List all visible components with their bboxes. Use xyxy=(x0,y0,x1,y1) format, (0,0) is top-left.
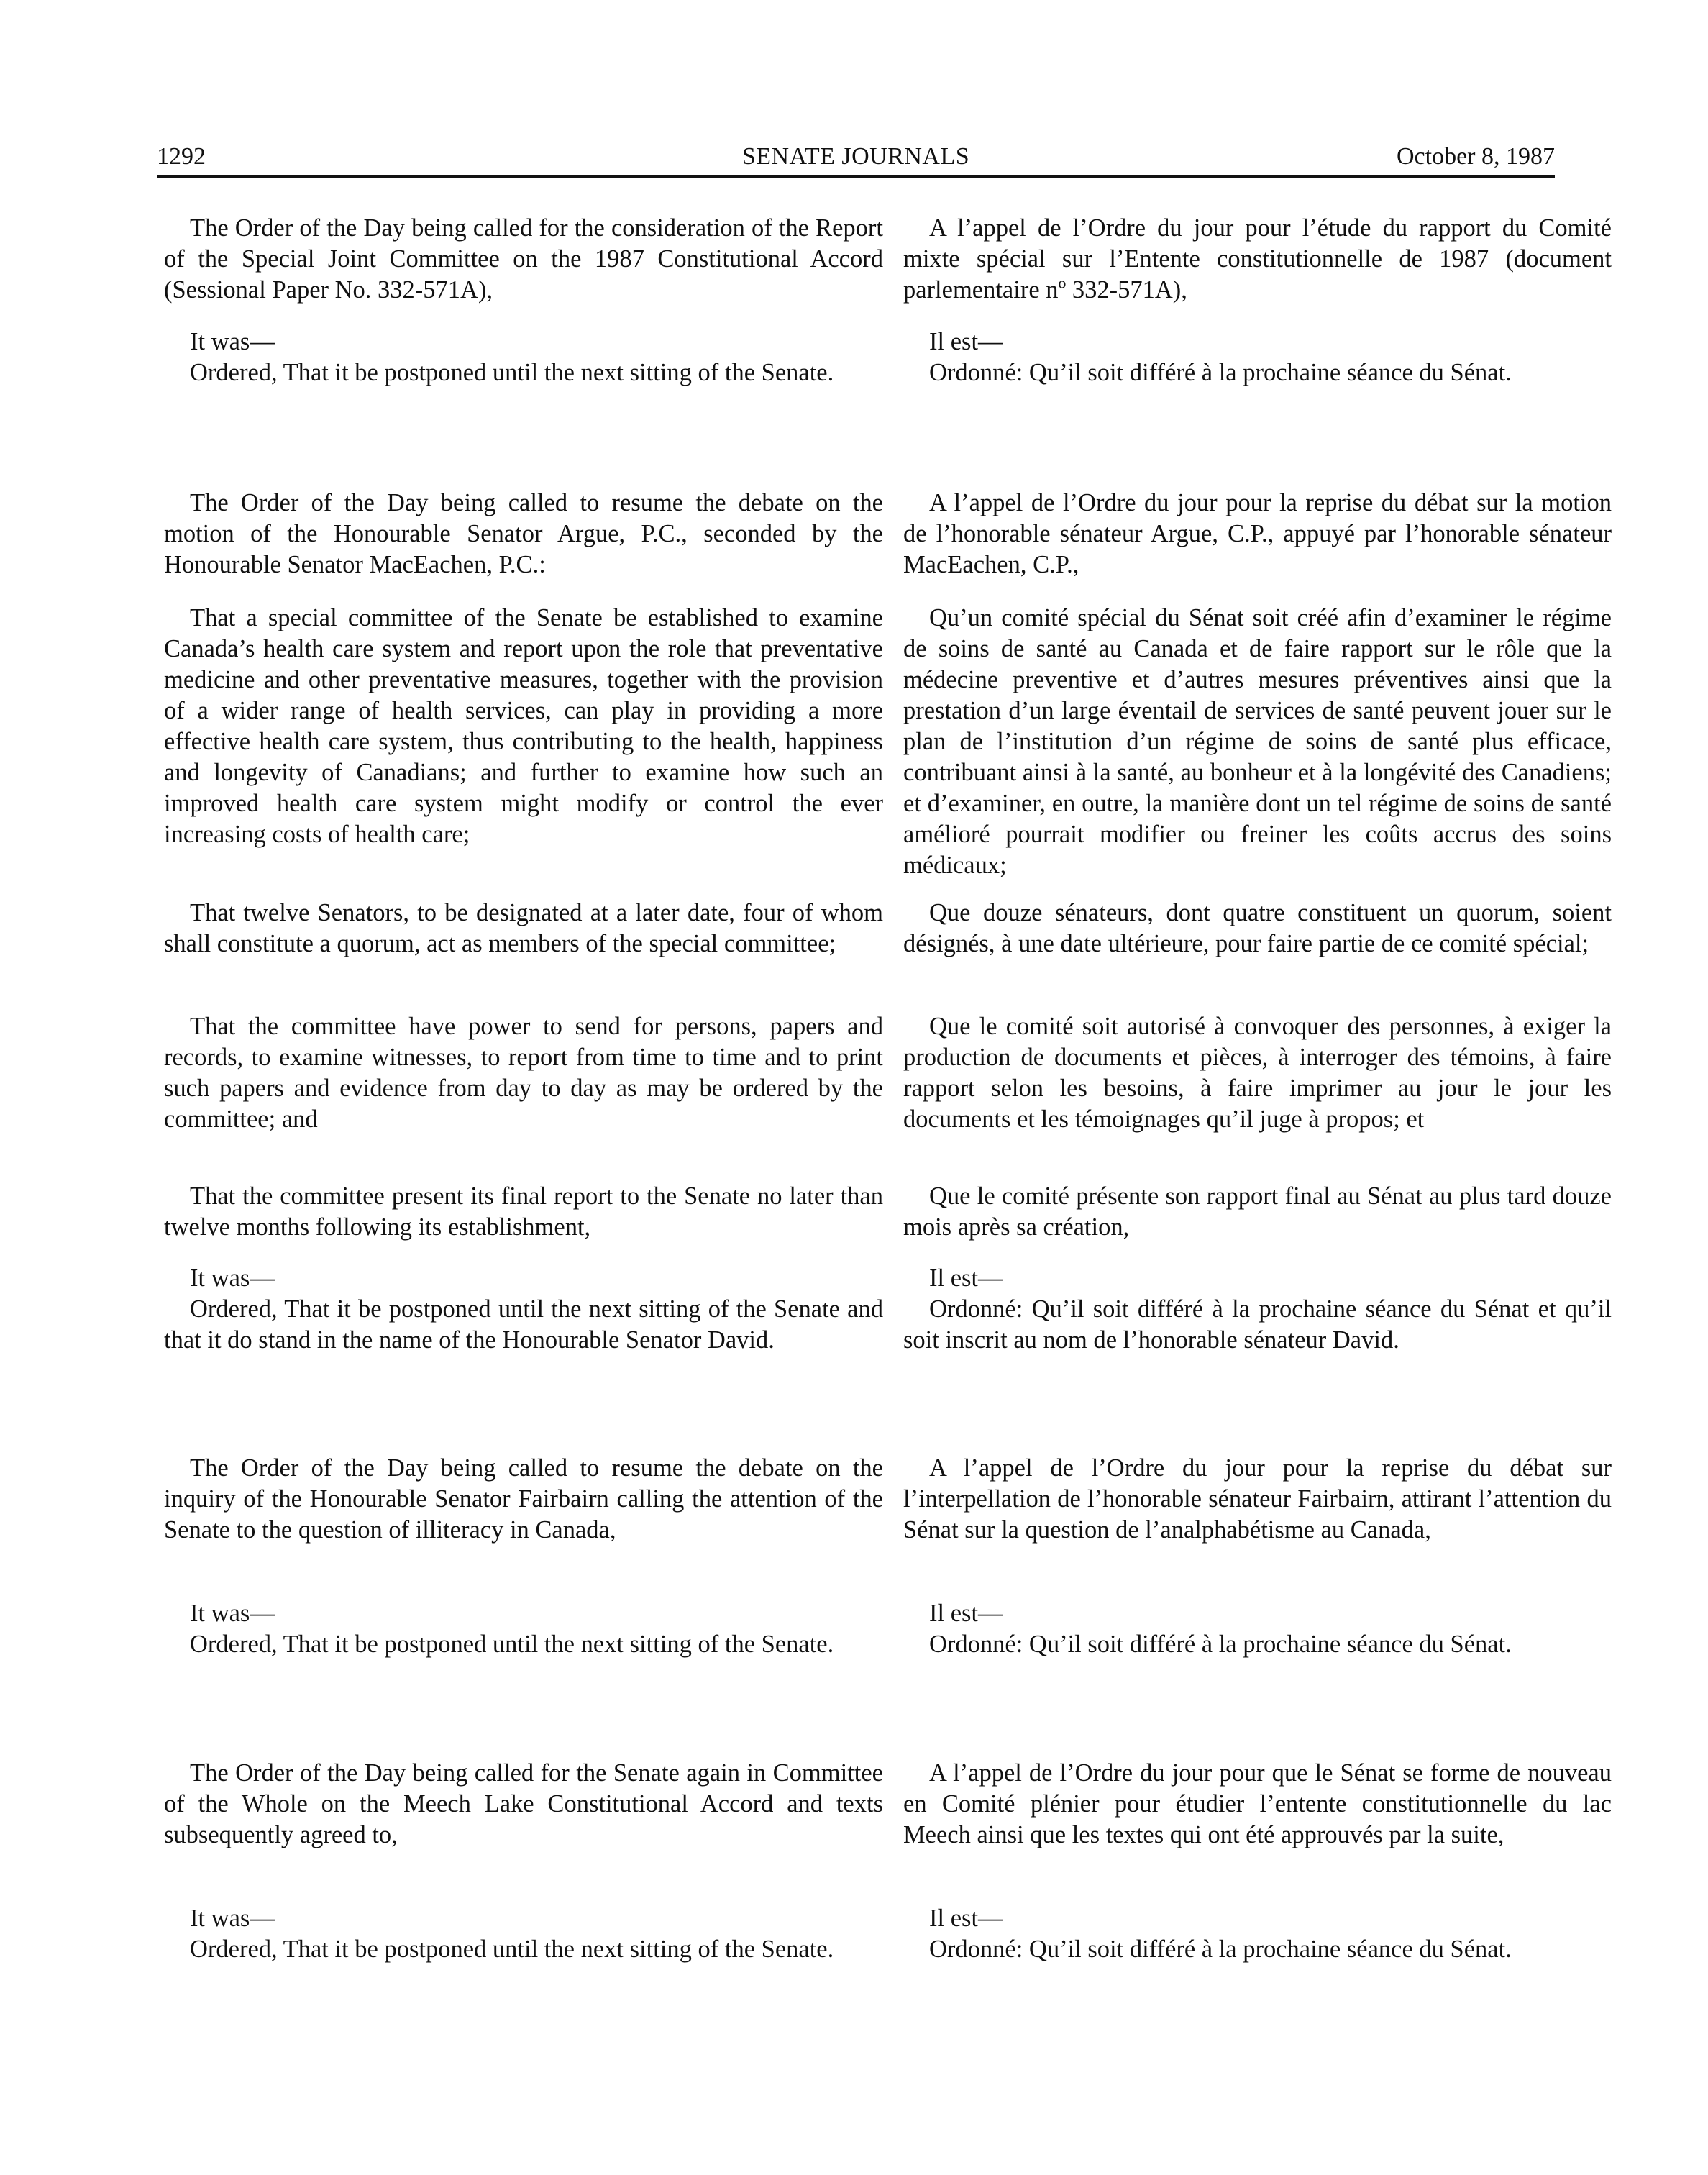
fr-item-1-intro: A l’appel de l’Ordre du jour pour l’étude du rapport du Comité mixte spécial sur l’Entente constitutionnelle de 1987 (document parlementaire nº 332-571A), xyxy=(903,214,1612,304)
fr-item-3 xyxy=(903,1453,1612,1546)
en-item-4-decision xyxy=(164,1903,883,1965)
en-item-2-para-3 xyxy=(164,1011,883,1135)
en-item-2-decision xyxy=(164,1263,883,1356)
en-item-1-intro: The Order of the Day being called for the consideration of the Report of the Special Joint Committee on the 1987 Constitutional Accord (Sessional Paper No. 332-571A), xyxy=(164,214,883,304)
fr-item-4-il-est: Il est— xyxy=(929,1905,1003,1932)
fr-item-1-ordonne: Ordonné: Qu’il soit différé à la prochaine séance du Sénat. xyxy=(929,359,1512,386)
fr-item-2-para-1-text: Qu’un comité spécial du Sénat soit créé afin d’examiner le régime de soins de santé au Canada et de faire rapport sur le rôle que la médecine preventive et d’autres mesures préventives ainsi que la prestation d’un large éventail de services de santé peuvent jouer sur le plan de l’institution d’un régime de soins de santé plus efficace, contribuant ainsi à la santé, au bonheur et à la longévité des Canadiens; et d’examiner, en outre, la manière dont un tel régime de soins de santé amélioré pourrait modifier ou freiner les coûts accrus des soins médicaux; xyxy=(903,604,1612,879)
page-number: 1292 xyxy=(157,143,206,170)
en-item-3-decision xyxy=(164,1598,883,1660)
journal-title: SENATE JOURNALS xyxy=(741,143,970,170)
fr-item-2-para-4-text: Que le comité présente son rapport final au Sénat au plus tard douze mois après sa création, xyxy=(903,1182,1612,1241)
fr-item-1-il-est: Il est— xyxy=(929,328,1003,355)
fr-item-2-para-2-text: Que douze sénateurs, dont quatre constituent un quorum, soient désignés, à une date ultérieure, pour faire partie de ce comité spécial; xyxy=(903,899,1612,957)
en-item-2-para-2-text: That twelve Senators, to be designated at a later date, four of whom shall constitute a quorum, act as members of the special committee; xyxy=(164,899,883,957)
en-item-3 xyxy=(164,1453,883,1546)
en-item-4 xyxy=(164,1758,883,1851)
en-item-2-para-3-text: That the committee have power to send for persons, papers and records, to examine witnesses, to report from time to time and to print such papers and evidence from day to day as may be ordered by the committee; and xyxy=(164,1013,883,1133)
fr-item-2-ordonne: Ordonné: Qu’il soit différé à la prochaine séance du Sénat et qu’il soit inscrit au nom de l’honorable sénateur David. xyxy=(903,1295,1612,1354)
en-item-3-ordered: Ordered, That it be postponed until the next sitting of the Senate. xyxy=(190,1631,834,1658)
fr-item-2-intro: A l’appel de l’Ordre du jour pour la reprise du débat sur la motion de l’honorable sénateur Argue, C.P., appuyé par l’honorable sénateur MacEachen, C.P., xyxy=(903,489,1612,578)
en-item-2 xyxy=(164,488,883,580)
fr-item-4 xyxy=(903,1758,1612,1851)
en-item-3-intro: The Order of the Day being called to resume the debate on the inquiry of the Honourable Senator Fairbairn calling the attention of the Senate to the question of illiteracy in Canada, xyxy=(164,1454,883,1544)
en-item-2-para-2 xyxy=(164,898,883,959)
fr-item-4-intro: A l’appel de l’Ordre du jour pour que le Sénat se forme de nouveau en Comité plénier pour étudier l’entente constitutionnelle du lac Meech ainsi que les textes qui ont été approuvés par la suite, xyxy=(903,1759,1612,1848)
fr-item-3-decision xyxy=(903,1598,1612,1660)
en-item-4-it-was: It was— xyxy=(190,1905,275,1932)
en-item-4-intro: The Order of the Day being called for the Senate again in Committee of the Whole on the Meech Lake Constitutional Accord and texts subsequently agreed to, xyxy=(164,1759,883,1848)
en-item-2-para-1-text: That a special committee of the Senate be established to examine Canada’s health care system and report upon the role that preventative medicine and other preventative measures, together with the provision of a wider range of health services, can play in providing a more effective health care system, thus contributing to the health, happiness and longevity of Canadians; and further to examine how such an improved health care system might modify or control the ever increasing costs of health care; xyxy=(164,604,883,848)
fr-item-2-para-2 xyxy=(903,898,1612,959)
fr-item-1-decision xyxy=(903,327,1612,388)
en-item-2-intro: The Order of the Day being called to resume the debate on the motion of the Honourable Senator Argue, P.C., seconded by the Honourable Senator MacEachen, P.C.: xyxy=(164,489,883,578)
fr-item-4-decision xyxy=(903,1903,1612,1965)
fr-item-2-decision xyxy=(903,1263,1612,1356)
fr-item-4-ordonne: Ordonné: Qu’il soit différé à la prochaine séance du Sénat. xyxy=(929,1935,1512,1963)
en-item-1-ordered: Ordered, That it be postponed until the next sitting of the Senate. xyxy=(190,359,834,386)
fr-item-3-ordonne: Ordonné: Qu’il soit différé à la prochaine séance du Sénat. xyxy=(929,1631,1512,1658)
fr-item-2-para-3-text: Que le comité soit autorisé à convoquer des personnes, à exiger la production de documents et pièces, à interroger des témoins, à faire rapport selon les besoins, à faire imprimer au jour le jour les documents et les témoignages qu’il juge à propos; et xyxy=(903,1013,1612,1133)
fr-item-2-para-1 xyxy=(903,603,1612,881)
en-item-2-it-was: It was— xyxy=(190,1264,275,1292)
fr-item-2-para-3 xyxy=(903,1011,1612,1135)
en-item-1-decision xyxy=(164,327,883,388)
en-item-1 xyxy=(164,213,883,306)
page-header xyxy=(157,142,1555,171)
fr-item-1 xyxy=(903,213,1612,306)
en-item-2-para-1 xyxy=(164,603,883,850)
en-item-2-para-4-text: That the committee present its final report to the Senate no later than twelve months following its establishment, xyxy=(164,1182,883,1241)
en-item-2-ordered: Ordered, That it be postponed until the next sitting of the Senate and that it do stand in the name of the Honourable Senator David. xyxy=(164,1295,883,1354)
fr-item-2-para-4 xyxy=(903,1181,1612,1243)
en-item-1-it-was: It was— xyxy=(190,328,275,355)
journal-date: October 8, 1987 xyxy=(1396,143,1555,170)
en-item-4-ordered: Ordered, That it be postponed until the next sitting of the Senate. xyxy=(190,1935,834,1963)
fr-item-3-il-est: Il est— xyxy=(929,1600,1003,1627)
fr-item-2 xyxy=(903,488,1612,580)
fr-item-3-intro: A l’appel de l’Ordre du jour pour la reprise du débat sur l’interpellation de l’honorable sénateur Fairbairn, attirant l’attention du Sénat sur la question de l’analphabétisme au Canada, xyxy=(903,1454,1612,1544)
en-item-2-para-4 xyxy=(164,1181,883,1243)
en-item-3-it-was: It was— xyxy=(190,1600,275,1627)
header-rule xyxy=(157,175,1555,178)
fr-item-2-il-est: Il est— xyxy=(929,1264,1003,1292)
